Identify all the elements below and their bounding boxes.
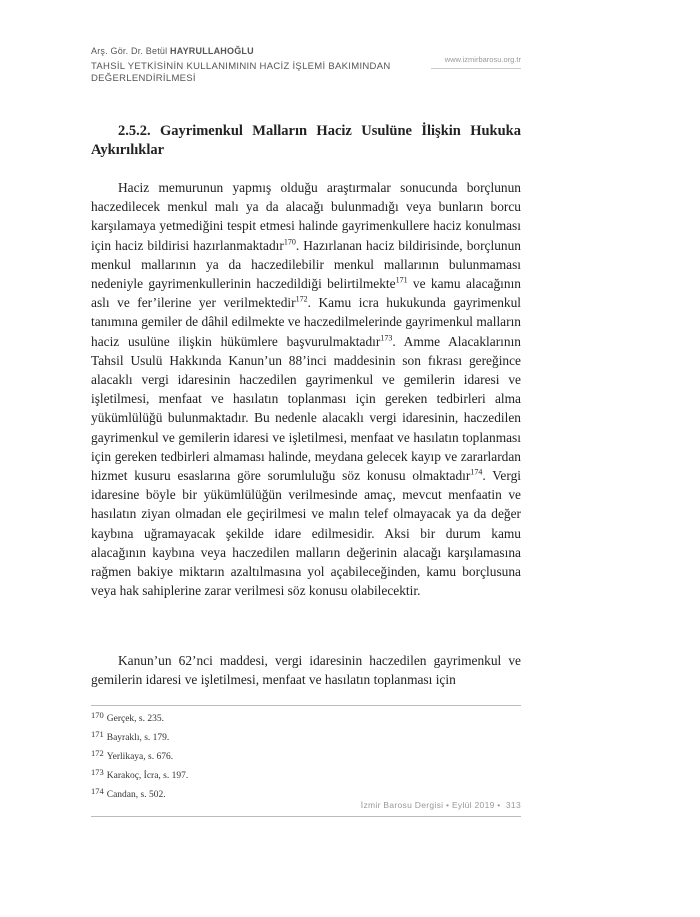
section-heading: 2.5.2. Gayrimenkul Malların Haciz Usulüne İlişkin Hukuka Aykırılıklar: [91, 123, 521, 158]
site-url: www.izmirbarosu.org.tr: [444, 55, 521, 64]
paragraph-2: Kanun’un 62’nci maddesi, vergi idaresinin haczedilen gayrimenkul ve gemilerin idaresi ve işletilmesi, menfaat ve hasılatın toplanması için: [91, 653, 521, 688]
footnote-item: [91, 763, 521, 782]
page-footer: İzmir Barosu Dergisi • Eylül 2019 • 313: [360, 800, 521, 810]
footnote-number: 174: [91, 786, 104, 796]
footnote-item: [91, 706, 521, 725]
footnote-ref-171: 171: [395, 275, 408, 285]
footnote-number: 172: [91, 748, 104, 758]
footnote-item: [91, 744, 521, 763]
footnote-ref-170: 170: [283, 237, 296, 247]
footnote-number: 170: [91, 710, 104, 720]
footnotes: [91, 706, 521, 801]
footnote-text: Bayraklı, s. 179.: [106, 733, 170, 743]
footnote-ref-172: 172: [295, 294, 308, 304]
journal-name: İzmir Barosu Dergisi: [360, 800, 444, 810]
author-prefix: Arş. Gör. Dr. Betül: [91, 46, 168, 56]
footnote-text: Karakoç, İcra, s. 197.: [106, 771, 189, 781]
footnote-text: Yerlikaya, s. 676.: [106, 752, 174, 762]
issue-date: Eylül 2019: [451, 800, 495, 810]
footnote-number: 171: [91, 729, 104, 739]
footnote-item: [91, 725, 521, 744]
footnote-ref-174: 174: [470, 467, 483, 477]
article-title: TAHSİL YETKİSİNİN KULLANIMININ HACİZ İŞLEMİ BAKIMINDAN DEĞERLENDİRİLMESİ: [91, 61, 391, 84]
footnote-ref-173: 173: [380, 333, 393, 343]
header-divider: [431, 68, 521, 69]
author-surname: HAYRULLAHOĞLU: [170, 46, 254, 56]
body-text-continued: [91, 651, 521, 689]
body-text: [91, 178, 521, 600]
footnote-text: Candan, s. 502.: [106, 790, 166, 800]
running-header: [91, 46, 521, 85]
footnote-text: Gerçek, s. 235.: [106, 714, 164, 724]
footer-divider: [91, 816, 521, 817]
footnote-number: 173: [91, 767, 104, 777]
paragraph-1: Haciz memurunun yapmış olduğu araştırmalar sonucunda borçlunun haczedilecek menkul malı ya da alacağı bulunmadığı veya bunların borcu karşılamaya yetmediğini tespit etmesi halinde gayrimenkullere haciz konulması için haciz bildirisi hazırlanmaktadır$^{170}$. Hazırlanan haciz bildirisinde, borçlunun menkul mallarının ya da haczedilebilir menkul mallarının bulunmaması nedeniyle gayrimenkullerinin haczedildiği belirtilmekte$^{171}$ ve kamu alacağının aslı ve fer’ilerine yer verilmektedir$^{172}$. Kamu icra hukukunda gayrimenkul tanımına gemiler de dâhil edilmekte ve haczedilmelerinde gayrimenkul malların haciz usulüne ilişkin hükümlere başvurulmaktadır$^{173}$. Amme Alacaklarının Tahsil Usulü Hakkında Kanun’un 88’inci maddesinin son fıkrası gereğince alacaklı vergi idaresinin haczedilen gayrimenkul ve gemilerin idaresi ve işletilmesi, menfaat ve hasılatın toplanması için gereken tedbirleri alma yükümlülüğü bulunmaktadır. Bu nedenle alacaklı vergi idaresinin, haczedilen gayrimenkul ve gemilerin idaresi ve işletilmesi, menfaat ve hasılatın toplanması için gereken tedbirleri almaması halinde, meydana gelecek kayıp ve zararlardan hizmet kusuru esaslarına göre sorumluluğu söz konusu olmaktadır$^{174}$. Vergi idaresine böyle bir yükümlülüğün verilmesinde amaç, mevcut menfaatin ve hasılatın ziyan olmadan ele geçirilmesi ve malın telef olmayacak ya da değer kaybına uğramayacak şekilde idare edilmesidir. Aksi bir durum kamu alacağının kaybına veya haczedilen malların değerinin alacağı karşılamasına rağmen bakiye miktarın azaltılmasına yol açabileceğinden, kamu borçlusuna veya hak sahiplerine zarar verilmesi söz konusu olabilecektir.: [91, 180, 521, 599]
footnote-item: [91, 782, 521, 801]
page-number: 313: [505, 800, 521, 810]
